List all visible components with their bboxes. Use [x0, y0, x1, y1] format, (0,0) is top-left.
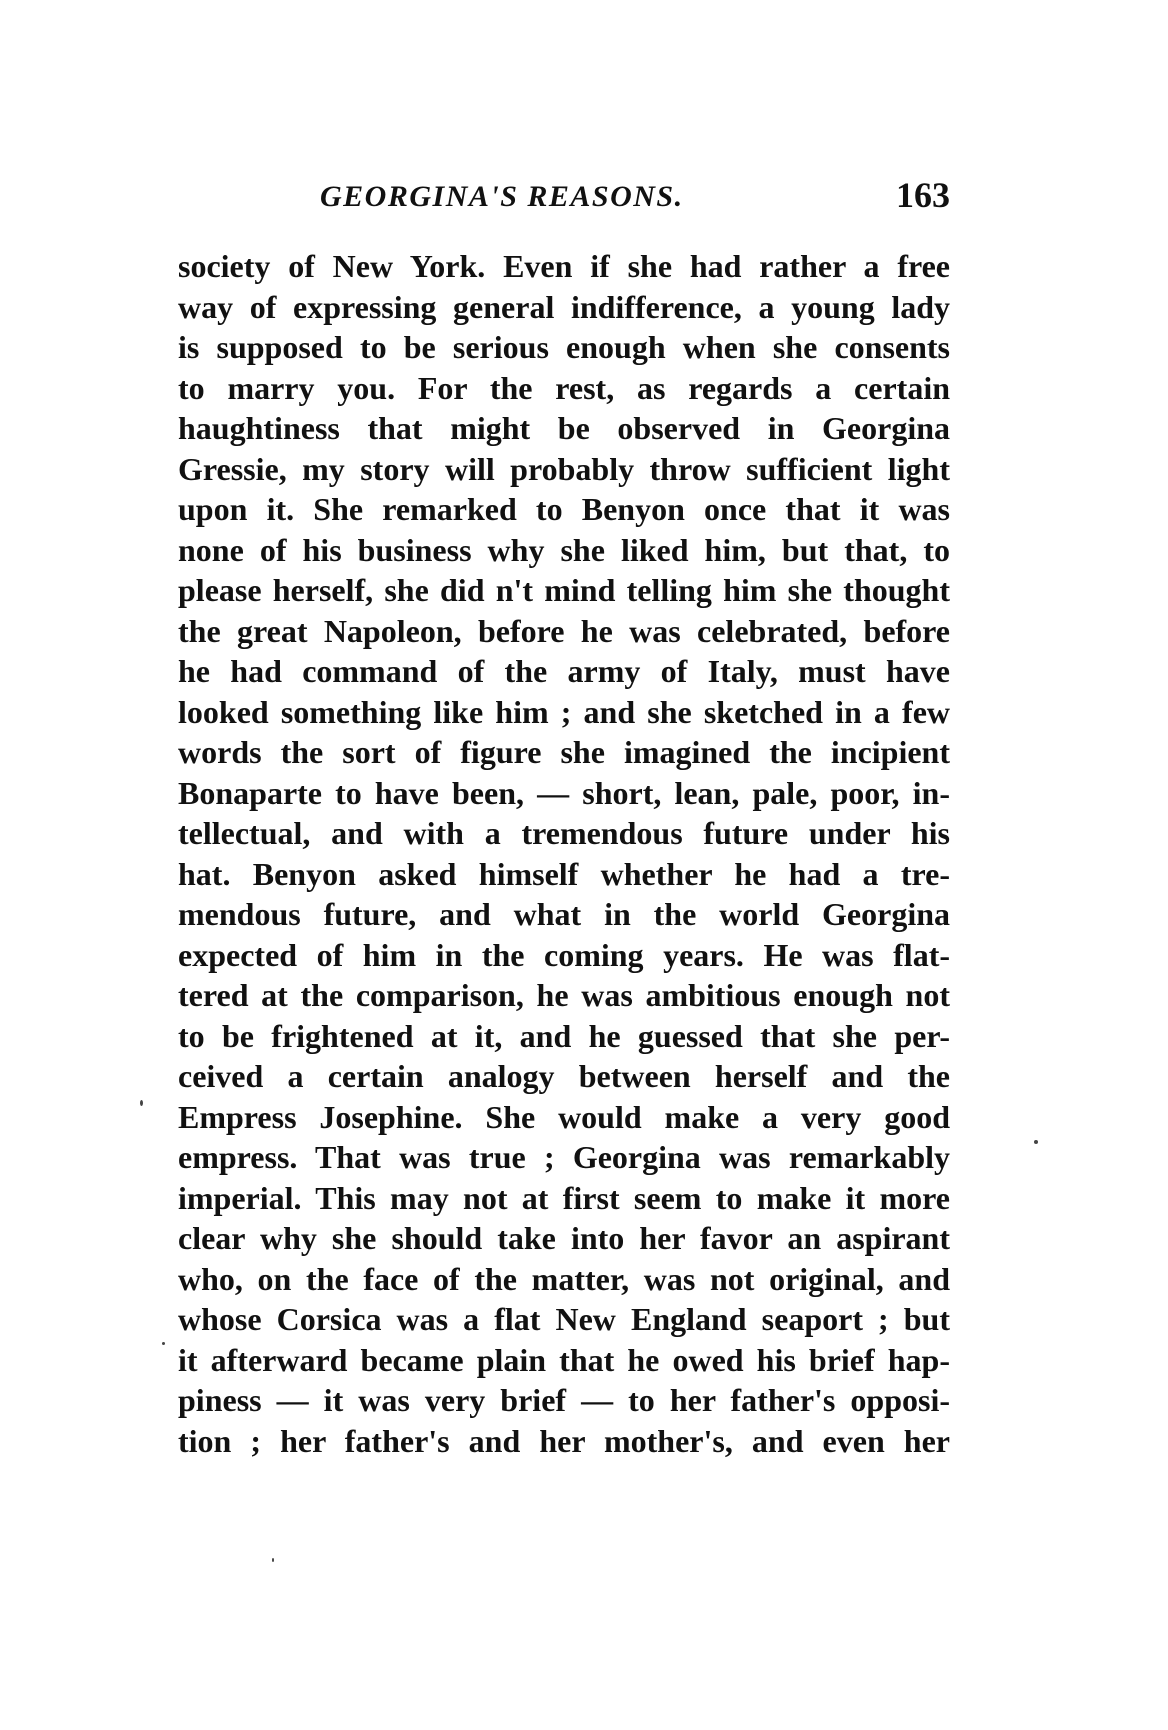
print-speck: [140, 1100, 143, 1106]
text-line: it afterward became plain that he owed his brief hap-: [178, 1341, 950, 1378]
text-line: looked something like him ; and she sketched in a few: [178, 693, 950, 730]
text-line: whose Corsica was a flat New England seaport ; but: [178, 1301, 950, 1337]
text-line: tered at the comparison, he was ambitious enough not: [178, 977, 950, 1013]
text-line: haughtiness that might be observed in Georgina: [178, 410, 950, 446]
print-speck: [1034, 1140, 1038, 1144]
text-line: to marry you. For the rest, as regards a certain: [178, 369, 950, 406]
text-line: expected of him in the coming years. He was flat-: [178, 936, 950, 973]
running-title: GEORGINA'S REASONS.: [320, 180, 684, 213]
print-speck: [272, 1558, 274, 1562]
text-line: society of New York. Even if she had rather a free: [178, 248, 950, 284]
text-line: is supposed to be serious enough when she consents: [178, 329, 950, 365]
body-text: [178, 246, 950, 1461]
text-line: please herself, she did n't mind telling him she thought: [178, 572, 950, 608]
text-line: Empress Josephine. She would make a very good: [178, 1098, 950, 1135]
page-number: 163: [896, 175, 950, 215]
text-line: piness — it was very brief — to her father's opposi-: [178, 1382, 950, 1418]
text-line: tellectual, and with a tremendous future under his: [178, 815, 950, 851]
text-line: way of expressing general indifference, a young lady: [178, 288, 950, 325]
text-line: imperial. This may not at first seem to make it more: [178, 1179, 950, 1216]
text-line: the great Napoleon, before he was celebrated, before: [178, 612, 950, 649]
text-line: words the sort of figure she imagined the incipient: [178, 734, 950, 770]
text-line: none of his business why she liked him, but that, to: [178, 531, 950, 568]
text-line: tion ; her father's and her mother's, and even her: [178, 1422, 950, 1459]
text-line: Gressie, my story will probably throw sufficient light: [178, 450, 950, 487]
text-line: he had command of the army of Italy, must have: [178, 653, 950, 689]
text-line: upon it. She remarked to Benyon once that it was: [178, 491, 950, 527]
running-head: [180, 174, 950, 224]
text-line: mendous future, and what in the world Georgina: [178, 896, 950, 932]
print-speck: [162, 1342, 165, 1345]
text-line: hat. Benyon asked himself whether he had a tre-: [178, 855, 950, 892]
text-line: clear why she should take into her favor an aspirant: [178, 1220, 950, 1256]
text-line: who, on the face of the matter, was not original, and: [178, 1260, 950, 1297]
text-line: to be frightened at it, and he guessed that she per-: [178, 1017, 950, 1054]
text-line: Bonaparte to have been, — short, lean, pale, poor, in-: [178, 774, 950, 811]
text-line: ceived a certain analogy between herself and the: [178, 1058, 950, 1094]
text-line: empress. That was true ; Georgina was remarkably: [178, 1139, 950, 1175]
